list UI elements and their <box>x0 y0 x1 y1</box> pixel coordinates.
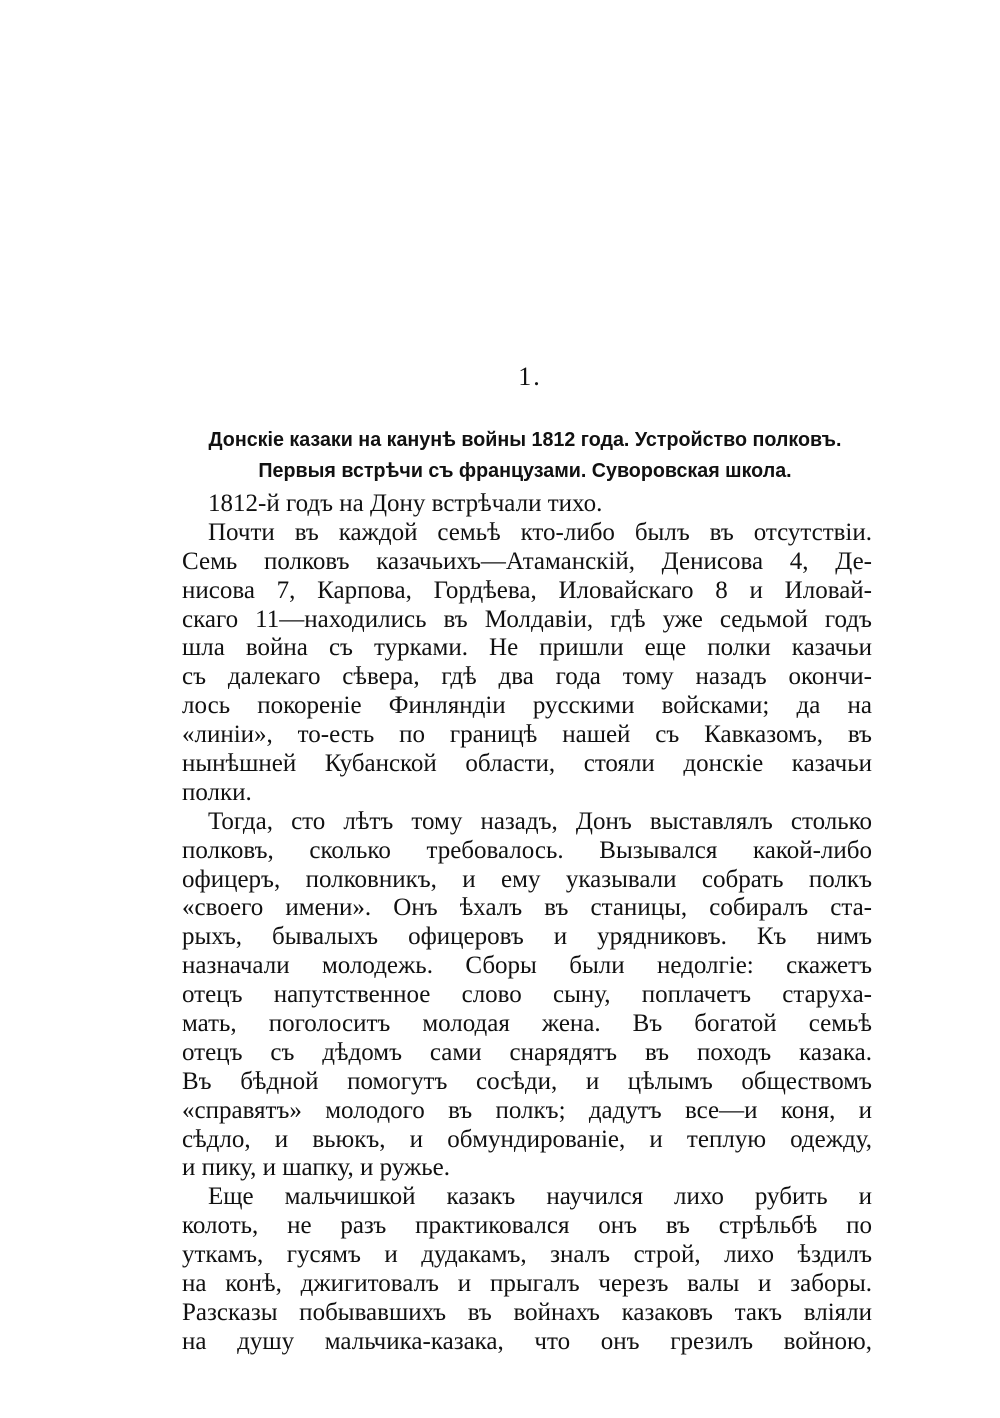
text-line: Семь полковъ казачьихъ—Атаманскій, Денисова 4, Де- <box>182 547 872 575</box>
text-line: назначали молодежь. Сборы были недолгіе: скажетъ <box>182 952 872 980</box>
text-line: уткамъ, гусямъ и дудакамъ, зналъ строй, лихо ѣздилъ <box>182 1241 872 1269</box>
text-line: нисова 7, Карпова, Гордѣева, Иловайскаго 8 и Иловай- <box>182 576 872 604</box>
text-line: «справятъ» молодого въ полкъ; дадутъ все—и коня, и <box>182 1096 872 1124</box>
text-line: 1812-й годъ на Дону встрѣчали тихо. <box>208 490 603 517</box>
text-line: полки. <box>182 778 252 806</box>
chapter-number: 1. <box>518 362 542 391</box>
text-line: офицеръ, полковникъ, и ему указывали собрать полкъ <box>182 865 872 893</box>
text-line: Еще мальчишкой казакъ научился лихо рубить и <box>208 1183 872 1211</box>
text-line: отецъ напутственное слово сыну, поплачетъ старуха- <box>182 981 872 1009</box>
text-line: съ далекаго сѣвера, гдѣ два года тому назадъ окончи- <box>182 663 872 691</box>
text-line: Въ бѣдной помогутъ сосѣди, и цѣлымъ обществомъ <box>182 1067 872 1095</box>
text-line: «линіи», то-есть по границѣ нашей съ Кавказомъ, въ <box>182 721 872 749</box>
text-line: Разсказы побывавшихъ въ войнахъ казаковъ такъ вліяли <box>182 1298 872 1326</box>
heading-line-1: Донскіе казаки на канунѣ войны 1812 года. Устройство полковъ. <box>208 428 842 451</box>
text-line: на душу мальчика-казака, что онъ грезилъ войною, <box>182 1327 872 1355</box>
body-text <box>182 490 872 1357</box>
text-line: сѣдло, и вьюкъ, и обмундированіе, и теплую одежду, <box>182 1125 872 1153</box>
text-line: рыхъ, бывалыхъ офицеровъ и урядниковъ. Къ нимъ <box>182 923 872 951</box>
text-line: мать, поголоситъ молодая жена. Въ богатой семьѣ <box>182 1010 872 1038</box>
text-line: отецъ съ дѣдомъ сами снарядятъ въ походъ казака. <box>182 1038 872 1066</box>
text-line: на конѣ, джигитовалъ и прыгалъ черезъ валы и заборы. <box>182 1270 872 1298</box>
text-line: полковъ, сколько требовалось. Вызывался какой-либо <box>182 836 872 864</box>
text-line: скаго 11—находились въ Молдавіи, гдѣ уже седьмой годъ <box>182 605 872 633</box>
heading-line-2: Первыя встрѣчи съ французами. Суворовская школа. <box>258 459 792 482</box>
text-line: колоть, не разъ практиковался онъ въ стрѣльбѣ по <box>182 1212 872 1240</box>
text-line: Тогда, сто лѣтъ тому назадъ, Донъ выставлялъ столько <box>208 807 872 835</box>
text-line: Почти въ каждой семьѣ кто-либо былъ въ отсутствіи. <box>208 518 872 546</box>
text-line: лось покореніе Финляндіи русскими войсками; да на <box>182 692 872 720</box>
text-line: шла война съ турками. Не пришли еще полки казачьи <box>182 634 872 662</box>
text-line: нынѣшней Кубанской области, стояли донскіе казачьи <box>182 750 872 778</box>
text-line: «своего имени». Онъ ѣхалъ въ станицы, собиралъ ста- <box>182 894 872 922</box>
text-line: и пику, и шапку, и ружье. <box>182 1154 450 1182</box>
chapter-heading <box>194 424 856 486</box>
